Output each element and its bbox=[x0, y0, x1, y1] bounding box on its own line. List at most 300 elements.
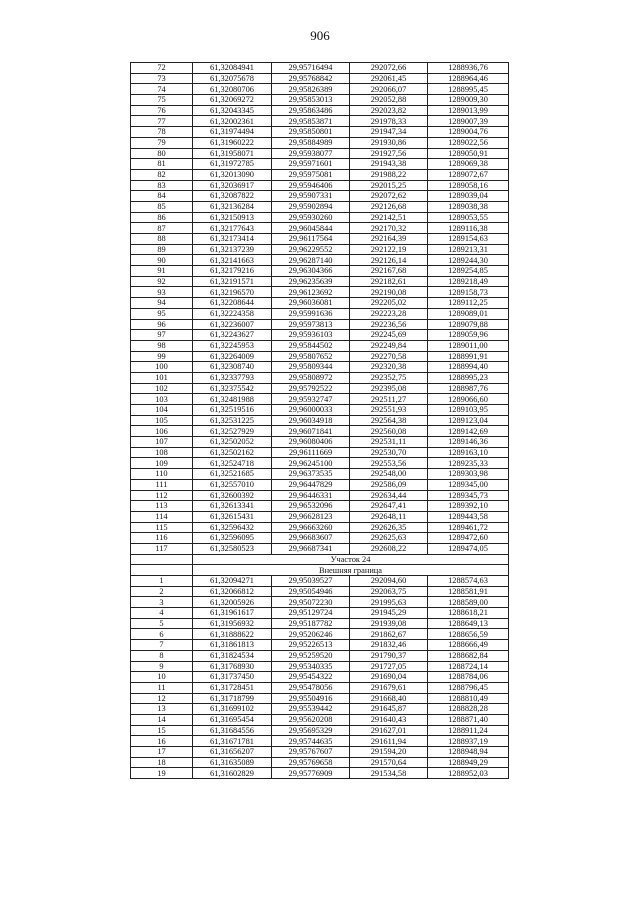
latitude-cell: 61,31888622 bbox=[193, 629, 272, 640]
latitude-cell: 61,32036917 bbox=[193, 180, 272, 191]
table-row bbox=[131, 447, 509, 458]
point-number-cell: 75 bbox=[131, 95, 193, 106]
point-number-cell: 96 bbox=[131, 319, 193, 330]
x-coordinate-cell: 291668,40 bbox=[350, 693, 428, 704]
y-coordinate-cell: 1288952,03 bbox=[428, 768, 509, 779]
longitude-cell: 29,95902894 bbox=[272, 201, 350, 212]
table-row bbox=[131, 576, 509, 587]
x-coordinate-cell: 292560,08 bbox=[350, 426, 428, 437]
x-coordinate-cell: 292205,02 bbox=[350, 298, 428, 309]
longitude-cell: 29,96036081 bbox=[272, 298, 350, 309]
table-row bbox=[131, 266, 509, 277]
y-coordinate-cell: 1289158,73 bbox=[428, 287, 509, 298]
table-row bbox=[131, 661, 509, 672]
table-row bbox=[131, 244, 509, 255]
latitude-cell: 61,31958071 bbox=[193, 148, 272, 159]
point-number-cell: 113 bbox=[131, 501, 193, 512]
table-row bbox=[131, 105, 509, 116]
y-coordinate-cell: 1288810,49 bbox=[428, 693, 509, 704]
x-coordinate-cell: 292648,11 bbox=[350, 511, 428, 522]
point-number-cell: 11 bbox=[131, 682, 193, 693]
table-row bbox=[131, 73, 509, 84]
y-coordinate-cell: 1288937,19 bbox=[428, 736, 509, 747]
point-number-cell: 72 bbox=[131, 63, 193, 74]
x-coordinate-cell: 291534,58 bbox=[350, 768, 428, 779]
longitude-cell: 29,96245100 bbox=[272, 458, 350, 469]
point-number-cell: 94 bbox=[131, 298, 193, 309]
longitude-cell: 29,95850801 bbox=[272, 127, 350, 138]
y-coordinate-cell: 1289254,85 bbox=[428, 266, 509, 277]
longitude-cell: 29,95971601 bbox=[272, 159, 350, 170]
table-row bbox=[131, 362, 509, 373]
point-number-cell: 74 bbox=[131, 84, 193, 95]
longitude-cell: 29,95884989 bbox=[272, 137, 350, 148]
table-row bbox=[131, 479, 509, 490]
point-number-cell: 13 bbox=[131, 704, 193, 715]
point-number-cell: 19 bbox=[131, 768, 193, 779]
latitude-cell: 61,32043345 bbox=[193, 105, 272, 116]
latitude-cell: 61,32531225 bbox=[193, 415, 272, 426]
longitude-cell: 29,96447829 bbox=[272, 479, 350, 490]
latitude-cell: 61,32005926 bbox=[193, 597, 272, 608]
point-number-cell: 2 bbox=[131, 586, 193, 597]
x-coordinate-cell: 291627,01 bbox=[350, 725, 428, 736]
longitude-cell: 29,95768842 bbox=[272, 73, 350, 84]
table-row bbox=[131, 63, 509, 74]
point-number-cell: 95 bbox=[131, 308, 193, 319]
table-row bbox=[131, 405, 509, 416]
longitude-cell: 29,96071841 bbox=[272, 426, 350, 437]
point-number-cell: 87 bbox=[131, 223, 193, 234]
latitude-cell: 61,32337793 bbox=[193, 372, 272, 383]
x-coordinate-cell: 291679,61 bbox=[350, 682, 428, 693]
y-coordinate-cell: 1289039,04 bbox=[428, 191, 509, 202]
y-coordinate-cell: 1289303,98 bbox=[428, 469, 509, 480]
x-coordinate-cell: 292530,70 bbox=[350, 447, 428, 458]
table-row bbox=[131, 725, 509, 736]
latitude-cell: 61,31695454 bbox=[193, 714, 272, 725]
table-row bbox=[131, 84, 509, 95]
latitude-cell: 61,32191571 bbox=[193, 276, 272, 287]
latitude-cell: 61,32596095 bbox=[193, 533, 272, 544]
longitude-cell: 29,95454322 bbox=[272, 672, 350, 683]
point-number-cell: 86 bbox=[131, 212, 193, 223]
point-number-cell: 79 bbox=[131, 137, 193, 148]
x-coordinate-cell: 292072,66 bbox=[350, 63, 428, 74]
point-number-cell: 85 bbox=[131, 201, 193, 212]
x-coordinate-cell: 292245,69 bbox=[350, 330, 428, 341]
y-coordinate-cell: 1289038,38 bbox=[428, 201, 509, 212]
point-number-cell: 117 bbox=[131, 543, 193, 554]
longitude-cell: 29,95991636 bbox=[272, 308, 350, 319]
longitude-cell: 29,96045844 bbox=[272, 223, 350, 234]
table-row bbox=[131, 223, 509, 234]
point-number-cell: 104 bbox=[131, 405, 193, 416]
table-row bbox=[131, 682, 509, 693]
longitude-cell: 29,95340335 bbox=[272, 661, 350, 672]
latitude-cell: 61,31699102 bbox=[193, 704, 272, 715]
table-row bbox=[131, 490, 509, 501]
section-title-row bbox=[131, 554, 509, 565]
table-row bbox=[131, 640, 509, 651]
point-number-cell: 16 bbox=[131, 736, 193, 747]
x-coordinate-cell: 292061,45 bbox=[350, 73, 428, 84]
table-row bbox=[131, 276, 509, 287]
latitude-cell: 61,32013090 bbox=[193, 169, 272, 180]
x-coordinate-cell: 291978,33 bbox=[350, 116, 428, 127]
y-coordinate-cell: 1289069,38 bbox=[428, 159, 509, 170]
table-row bbox=[131, 650, 509, 661]
y-coordinate-cell: 1289011,00 bbox=[428, 340, 509, 351]
latitude-cell: 61,32613341 bbox=[193, 501, 272, 512]
point-number-cell: 83 bbox=[131, 180, 193, 191]
table-row bbox=[131, 704, 509, 715]
latitude-cell: 61,32502162 bbox=[193, 447, 272, 458]
latitude-cell: 61,32080706 bbox=[193, 84, 272, 95]
longitude-cell: 29,96235639 bbox=[272, 276, 350, 287]
latitude-cell: 61,32245953 bbox=[193, 340, 272, 351]
y-coordinate-cell: 1289461,72 bbox=[428, 522, 509, 533]
x-coordinate-cell: 292066,07 bbox=[350, 84, 428, 95]
latitude-cell: 61,32308740 bbox=[193, 362, 272, 373]
longitude-cell: 29,96683607 bbox=[272, 533, 350, 544]
y-coordinate-cell: 1289142,69 bbox=[428, 426, 509, 437]
longitude-cell: 29,95206246 bbox=[272, 629, 350, 640]
longitude-cell: 29,95259520 bbox=[272, 650, 350, 661]
point-number-cell: 89 bbox=[131, 244, 193, 255]
latitude-cell: 61,31768930 bbox=[193, 661, 272, 672]
point-number-cell: 8 bbox=[131, 650, 193, 661]
point-number-cell: 100 bbox=[131, 362, 193, 373]
y-coordinate-cell: 1289058,16 bbox=[428, 180, 509, 191]
x-coordinate-cell: 292531,11 bbox=[350, 437, 428, 448]
x-coordinate-cell: 292015,25 bbox=[350, 180, 428, 191]
longitude-cell: 29,95226513 bbox=[272, 640, 350, 651]
table-row bbox=[131, 501, 509, 512]
longitude-cell: 29,96287140 bbox=[272, 255, 350, 266]
x-coordinate-cell: 292608,22 bbox=[350, 543, 428, 554]
latitude-cell: 61,32264009 bbox=[193, 351, 272, 362]
y-coordinate-cell: 1289154,63 bbox=[428, 234, 509, 245]
point-number-cell: 102 bbox=[131, 383, 193, 394]
latitude-cell: 61,32519516 bbox=[193, 405, 272, 416]
latitude-cell: 61,32179216 bbox=[193, 266, 272, 277]
table-row bbox=[131, 308, 509, 319]
longitude-cell: 29,96304366 bbox=[272, 266, 350, 277]
x-coordinate-cell: 291570,64 bbox=[350, 757, 428, 768]
table-section-header bbox=[131, 554, 509, 575]
table-row bbox=[131, 95, 509, 106]
point-number-cell: 115 bbox=[131, 522, 193, 533]
table-row bbox=[131, 116, 509, 127]
longitude-cell: 29,95539442 bbox=[272, 704, 350, 715]
latitude-cell: 61,32596432 bbox=[193, 522, 272, 533]
latitude-cell: 61,32066812 bbox=[193, 586, 272, 597]
x-coordinate-cell: 292072,62 bbox=[350, 191, 428, 202]
latitude-cell: 61,31861813 bbox=[193, 640, 272, 651]
latitude-cell: 61,31824534 bbox=[193, 650, 272, 661]
y-coordinate-cell: 1288574,63 bbox=[428, 576, 509, 587]
y-coordinate-cell: 1288656,59 bbox=[428, 629, 509, 640]
latitude-cell: 61,32141663 bbox=[193, 255, 272, 266]
subsection-title-blank-cell bbox=[131, 565, 193, 576]
point-number-cell: 107 bbox=[131, 437, 193, 448]
y-coordinate-cell: 1289443,58 bbox=[428, 511, 509, 522]
point-number-cell: 92 bbox=[131, 276, 193, 287]
y-coordinate-cell: 1289013,99 bbox=[428, 105, 509, 116]
y-coordinate-cell: 1288796,45 bbox=[428, 682, 509, 693]
table-row bbox=[131, 287, 509, 298]
latitude-cell: 61,32084941 bbox=[193, 63, 272, 74]
y-coordinate-cell: 1289474,05 bbox=[428, 543, 509, 554]
y-coordinate-cell: 1289235,33 bbox=[428, 458, 509, 469]
x-coordinate-cell: 292551,93 bbox=[350, 405, 428, 416]
longitude-cell: 29,96628123 bbox=[272, 511, 350, 522]
table-row bbox=[131, 340, 509, 351]
point-number-cell: 116 bbox=[131, 533, 193, 544]
x-coordinate-cell: 291995,63 bbox=[350, 597, 428, 608]
point-number-cell: 114 bbox=[131, 511, 193, 522]
point-number-cell: 101 bbox=[131, 372, 193, 383]
y-coordinate-cell: 1289089,01 bbox=[428, 308, 509, 319]
longitude-cell: 29,95187782 bbox=[272, 618, 350, 629]
page-number: 906 bbox=[310, 28, 330, 43]
latitude-cell: 61,31671781 bbox=[193, 736, 272, 747]
x-coordinate-cell: 292167,68 bbox=[350, 266, 428, 277]
x-coordinate-cell: 291930,86 bbox=[350, 137, 428, 148]
y-coordinate-cell: 1288828,28 bbox=[428, 704, 509, 715]
table-row bbox=[131, 191, 509, 202]
latitude-cell: 61,32224358 bbox=[193, 308, 272, 319]
longitude-cell: 29,95792522 bbox=[272, 383, 350, 394]
x-coordinate-cell: 292625,63 bbox=[350, 533, 428, 544]
section-title: Участок 24 bbox=[193, 554, 509, 565]
table-row bbox=[131, 522, 509, 533]
latitude-cell: 61,31737450 bbox=[193, 672, 272, 683]
longitude-cell: 29,95938077 bbox=[272, 148, 350, 159]
x-coordinate-cell: 292223,28 bbox=[350, 308, 428, 319]
table-row bbox=[131, 597, 509, 608]
table-row bbox=[131, 319, 509, 330]
table-row bbox=[131, 458, 509, 469]
longitude-cell: 29,95853013 bbox=[272, 95, 350, 106]
x-coordinate-cell: 292164,39 bbox=[350, 234, 428, 245]
y-coordinate-cell: 1288666,49 bbox=[428, 640, 509, 651]
longitude-cell: 29,95695329 bbox=[272, 725, 350, 736]
table-row bbox=[131, 543, 509, 554]
latitude-cell: 61,32069272 bbox=[193, 95, 272, 106]
x-coordinate-cell: 291645,87 bbox=[350, 704, 428, 715]
longitude-cell: 29,95863486 bbox=[272, 105, 350, 116]
subsection-title: Внешняя граница bbox=[193, 565, 509, 576]
y-coordinate-cell: 1289059,96 bbox=[428, 330, 509, 341]
y-coordinate-cell: 1288949,29 bbox=[428, 757, 509, 768]
latitude-cell: 61,32236007 bbox=[193, 319, 272, 330]
x-coordinate-cell: 292320,38 bbox=[350, 362, 428, 373]
table-row bbox=[131, 672, 509, 683]
table-row bbox=[131, 255, 509, 266]
longitude-cell: 29,95054946 bbox=[272, 586, 350, 597]
y-coordinate-cell: 1289066,60 bbox=[428, 394, 509, 405]
longitude-cell: 29,95129724 bbox=[272, 608, 350, 619]
longitude-cell: 29,95853871 bbox=[272, 116, 350, 127]
table-row bbox=[131, 394, 509, 405]
x-coordinate-cell: 292236,56 bbox=[350, 319, 428, 330]
x-coordinate-cell: 291690,04 bbox=[350, 672, 428, 683]
x-coordinate-cell: 292249,84 bbox=[350, 340, 428, 351]
y-coordinate-cell: 1288589,00 bbox=[428, 597, 509, 608]
table-row bbox=[131, 586, 509, 597]
longitude-cell: 29,95932747 bbox=[272, 394, 350, 405]
longitude-cell: 29,95620208 bbox=[272, 714, 350, 725]
y-coordinate-cell: 1288724,14 bbox=[428, 661, 509, 672]
latitude-cell: 61,31656207 bbox=[193, 747, 272, 758]
table-row bbox=[131, 608, 509, 619]
longitude-cell: 29,96229552 bbox=[272, 244, 350, 255]
table-row bbox=[131, 180, 509, 191]
x-coordinate-cell: 292182,61 bbox=[350, 276, 428, 287]
y-coordinate-cell: 1289345,73 bbox=[428, 490, 509, 501]
y-coordinate-cell: 1289213,31 bbox=[428, 244, 509, 255]
longitude-cell: 29,95744635 bbox=[272, 736, 350, 747]
point-number-cell: 73 bbox=[131, 73, 193, 84]
y-coordinate-cell: 1288649,13 bbox=[428, 618, 509, 629]
x-coordinate-cell: 292023,82 bbox=[350, 105, 428, 116]
longitude-cell: 29,95504916 bbox=[272, 693, 350, 704]
table-row bbox=[131, 137, 509, 148]
y-coordinate-cell: 1289163,10 bbox=[428, 447, 509, 458]
longitude-cell: 29,96034918 bbox=[272, 415, 350, 426]
table-row bbox=[131, 714, 509, 725]
longitude-cell: 29,95716494 bbox=[272, 63, 350, 74]
point-number-cell: 97 bbox=[131, 330, 193, 341]
x-coordinate-cell: 291939,08 bbox=[350, 618, 428, 629]
y-coordinate-cell: 1289022,56 bbox=[428, 137, 509, 148]
latitude-cell: 61,31684556 bbox=[193, 725, 272, 736]
x-coordinate-cell: 292142,51 bbox=[350, 212, 428, 223]
x-coordinate-cell: 292270,58 bbox=[350, 351, 428, 362]
point-number-cell: 93 bbox=[131, 287, 193, 298]
latitude-cell: 61,32208644 bbox=[193, 298, 272, 309]
latitude-cell: 61,32521685 bbox=[193, 469, 272, 480]
y-coordinate-cell: 1288948,94 bbox=[428, 747, 509, 758]
x-coordinate-cell: 292126,14 bbox=[350, 255, 428, 266]
latitude-cell: 61,32557010 bbox=[193, 479, 272, 490]
y-coordinate-cell: 1289050,91 bbox=[428, 148, 509, 159]
y-coordinate-cell: 1288936,76 bbox=[428, 63, 509, 74]
longitude-cell: 29,96080406 bbox=[272, 437, 350, 448]
latitude-cell: 61,32075678 bbox=[193, 73, 272, 84]
y-coordinate-cell: 1289244,30 bbox=[428, 255, 509, 266]
point-number-cell: 110 bbox=[131, 469, 193, 480]
latitude-cell: 61,31728451 bbox=[193, 682, 272, 693]
x-coordinate-cell: 291640,43 bbox=[350, 714, 428, 725]
longitude-cell: 29,95039527 bbox=[272, 576, 350, 587]
y-coordinate-cell: 1288964,46 bbox=[428, 73, 509, 84]
y-coordinate-cell: 1288911,24 bbox=[428, 725, 509, 736]
point-number-cell: 15 bbox=[131, 725, 193, 736]
point-number-cell: 77 bbox=[131, 116, 193, 127]
latitude-cell: 61,32527929 bbox=[193, 426, 272, 437]
latitude-cell: 61,32502052 bbox=[193, 437, 272, 448]
x-coordinate-cell: 291947,34 bbox=[350, 127, 428, 138]
point-number-cell: 105 bbox=[131, 415, 193, 426]
point-number-cell: 108 bbox=[131, 447, 193, 458]
y-coordinate-cell: 1288987,76 bbox=[428, 383, 509, 394]
table-body-previous-parcel bbox=[131, 63, 509, 555]
table-row bbox=[131, 351, 509, 362]
x-coordinate-cell: 291594,20 bbox=[350, 747, 428, 758]
point-number-cell: 91 bbox=[131, 266, 193, 277]
latitude-cell: 61,32481988 bbox=[193, 394, 272, 405]
table-row bbox=[131, 618, 509, 629]
longitude-cell: 29,95975081 bbox=[272, 169, 350, 180]
x-coordinate-cell: 292094,60 bbox=[350, 576, 428, 587]
y-coordinate-cell: 1288581,91 bbox=[428, 586, 509, 597]
longitude-cell: 29,95930260 bbox=[272, 212, 350, 223]
longitude-cell: 29,95826389 bbox=[272, 84, 350, 95]
longitude-cell: 29,95936103 bbox=[272, 330, 350, 341]
table-row bbox=[131, 747, 509, 758]
table-row bbox=[131, 469, 509, 480]
latitude-cell: 61,32173414 bbox=[193, 234, 272, 245]
latitude-cell: 61,32580523 bbox=[193, 543, 272, 554]
table-row bbox=[131, 533, 509, 544]
y-coordinate-cell: 1288995,23 bbox=[428, 372, 509, 383]
y-coordinate-cell: 1289112,25 bbox=[428, 298, 509, 309]
x-coordinate-cell: 292511,27 bbox=[350, 394, 428, 405]
longitude-cell: 29,95776909 bbox=[272, 768, 350, 779]
longitude-cell: 29,95807652 bbox=[272, 351, 350, 362]
x-coordinate-cell: 291943,38 bbox=[350, 159, 428, 170]
x-coordinate-cell: 292126,68 bbox=[350, 201, 428, 212]
latitude-cell: 61,32524718 bbox=[193, 458, 272, 469]
point-number-cell: 98 bbox=[131, 340, 193, 351]
point-number-cell: 4 bbox=[131, 608, 193, 619]
x-coordinate-cell: 291832,46 bbox=[350, 640, 428, 651]
longitude-cell: 29,95072230 bbox=[272, 597, 350, 608]
x-coordinate-cell: 292564,38 bbox=[350, 415, 428, 426]
latitude-cell: 61,32600392 bbox=[193, 490, 272, 501]
table-row bbox=[131, 415, 509, 426]
y-coordinate-cell: 1288995,45 bbox=[428, 84, 509, 95]
latitude-cell: 61,31602829 bbox=[193, 768, 272, 779]
longitude-cell: 29,95767607 bbox=[272, 747, 350, 758]
table-row bbox=[131, 768, 509, 779]
y-coordinate-cell: 1289103,95 bbox=[428, 405, 509, 416]
x-coordinate-cell: 292647,41 bbox=[350, 501, 428, 512]
x-coordinate-cell: 292170,32 bbox=[350, 223, 428, 234]
y-coordinate-cell: 1288871,40 bbox=[428, 714, 509, 725]
point-number-cell: 109 bbox=[131, 458, 193, 469]
table-row bbox=[131, 298, 509, 309]
table-row bbox=[131, 383, 509, 394]
table-row bbox=[131, 426, 509, 437]
latitude-cell: 61,32196570 bbox=[193, 287, 272, 298]
y-coordinate-cell: 1289146,36 bbox=[428, 437, 509, 448]
y-coordinate-cell: 1289345,00 bbox=[428, 479, 509, 490]
point-number-cell: 106 bbox=[131, 426, 193, 437]
table-row bbox=[131, 511, 509, 522]
x-coordinate-cell: 292586,09 bbox=[350, 479, 428, 490]
longitude-cell: 29,96663260 bbox=[272, 522, 350, 533]
point-number-cell: 9 bbox=[131, 661, 193, 672]
table-row bbox=[131, 629, 509, 640]
point-number-cell: 7 bbox=[131, 640, 193, 651]
y-coordinate-cell: 1289472,60 bbox=[428, 533, 509, 544]
table-row bbox=[131, 212, 509, 223]
x-coordinate-cell: 292634,44 bbox=[350, 490, 428, 501]
